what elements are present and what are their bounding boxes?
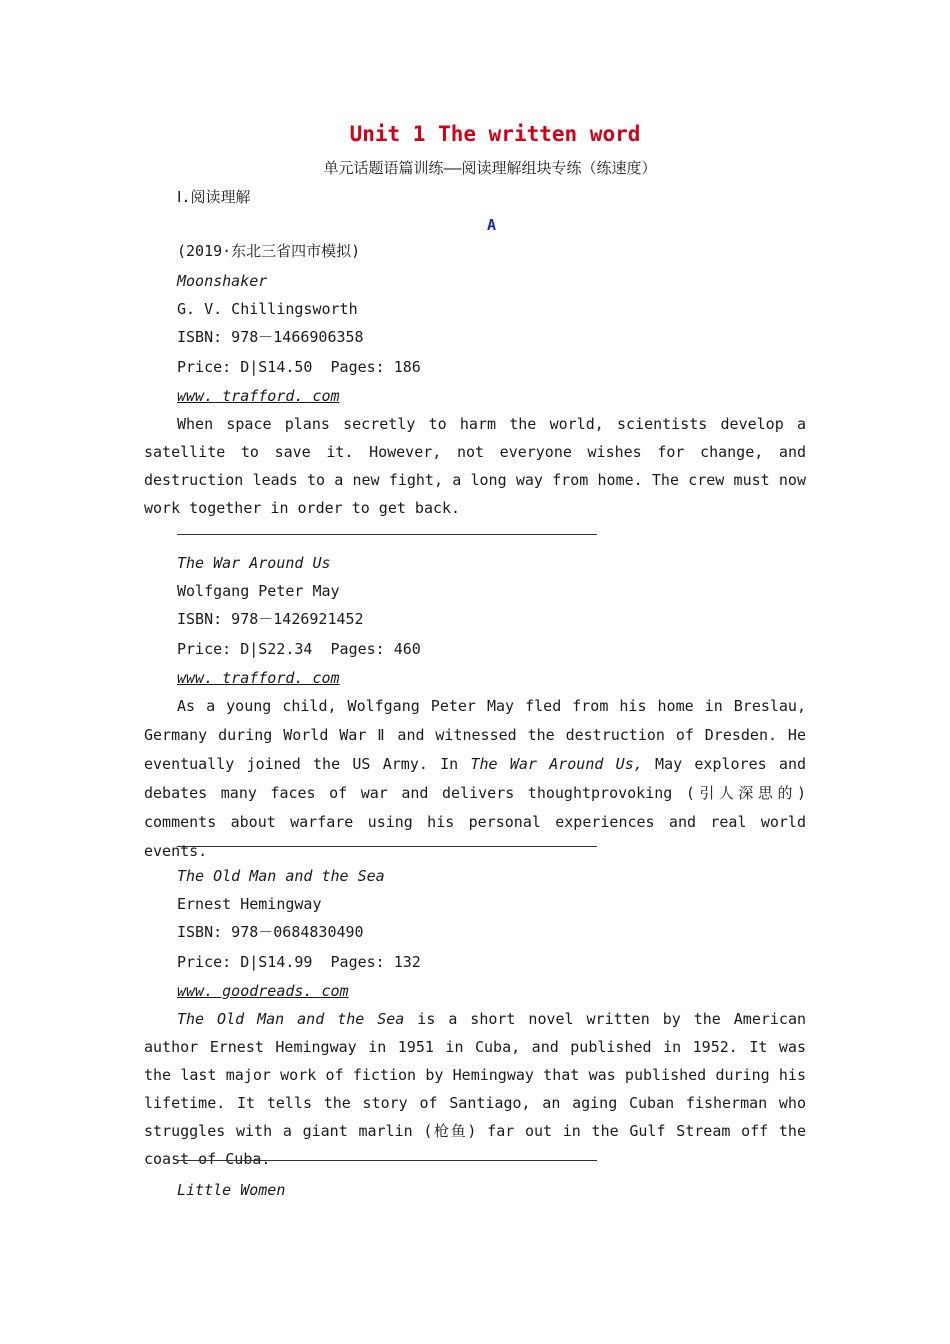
- book-description: When space plans secretly to harm the world, scientists develop a satellite to save it. However, not everyone wishes for change, and destruction leads to a new fight, a long way from home. The crew must now work together in order to get back.: [144, 415, 806, 517]
- part-label: A: [487, 216, 497, 234]
- unit-subtitle: 单元话题语篇训练——阅读理解组块专练（练速度）: [323, 159, 657, 177]
- source-note: (2019·东北三省四市模拟): [177, 242, 361, 260]
- book-price: Price: D|S14.99 Pages: 132: [177, 953, 421, 971]
- book-isbn: ISBN: 978－1426921452: [177, 610, 364, 628]
- book-link[interactable]: www. trafford. com: [177, 669, 340, 687]
- description-book-title: The Old Man and the Sea: [177, 1010, 405, 1028]
- unit-title: Unit 1 The written word: [349, 122, 641, 146]
- separator: [177, 534, 597, 535]
- book-link[interactable]: www. goodreads. com: [177, 982, 349, 1000]
- book-title: Little Women: [177, 1181, 286, 1199]
- separator: [177, 1160, 597, 1161]
- book-isbn: ISBN: 978－1466906358: [177, 328, 364, 346]
- description-text: As a young child, Wolfgang Peter May fled from his home in Breslau, Germany during World War Ⅱ and witnessed the destruction of Dresden. He eventually joined the US Army. In: [144, 697, 806, 773]
- book-author: G. V. Chillingsworth: [177, 300, 358, 318]
- book-description: [144, 692, 806, 866]
- description-text: May explores and debates many faces of war and delivers thoughtprovoking (引人深思的) comments about warfare using his personal experiences and real world events.: [144, 755, 807, 860]
- description-text: is a short novel written by the American author Ernest Hemingway in 1951 in Cuba, and published in 1952. It was the last major work of fiction by Hemingway that was published during his lifetime. It tells the story of Santiago, an aging Cuban fisherman who struggles with a giant marlin (枪鱼) far out in the Gulf Stream off the coast of Cuba.: [144, 1010, 806, 1168]
- book-link[interactable]: www. trafford. com: [177, 387, 340, 405]
- separator: [177, 846, 597, 847]
- book-author: Wolfgang Peter May: [177, 582, 340, 600]
- book-description: [144, 1005, 806, 1173]
- book-isbn: ISBN: 978－0684830490: [177, 923, 364, 941]
- book-author: Ernest Hemingway: [177, 895, 322, 913]
- book-title: The Old Man and the Sea: [177, 867, 385, 885]
- book-price: Price: D|S14.50 Pages: 186: [177, 358, 421, 376]
- section-label: Ⅰ.阅读理解: [177, 188, 251, 206]
- book-title: The War Around Us: [177, 554, 331, 572]
- book-title: Moonshaker: [177, 272, 268, 290]
- description-book-title: The War Around Us,: [470, 755, 643, 773]
- book-price: Price: D|S22.34 Pages: 460: [177, 640, 421, 658]
